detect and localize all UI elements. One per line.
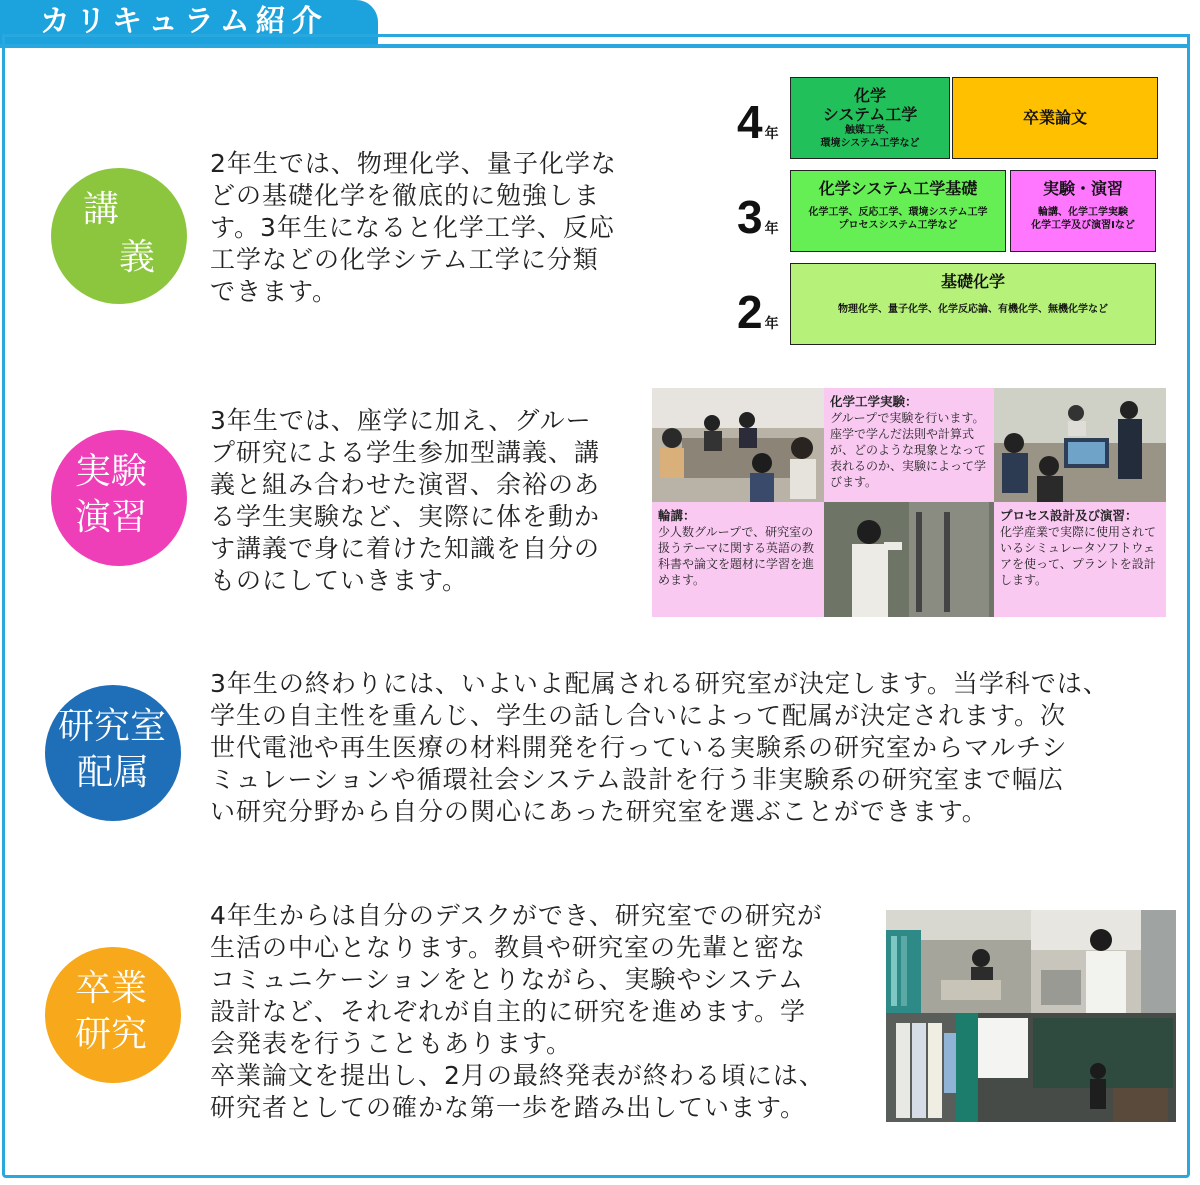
year-label-2: 2 年 <box>737 286 779 338</box>
experiment-badge-line2: 演習 <box>75 497 148 538</box>
experiment-badge-line1: 実験 <box>75 451 148 492</box>
page-title: カリキュラム紹介 <box>40 4 328 39</box>
lab-experiment-photo <box>994 388 1166 502</box>
graduation-research-description: 4年生からは自分のデスクができ、研究室での研究が 生活の中心となります。教員や研究室の先輩と密な コミュニケーションをとりながら、実験やシステム 設計など、それぞれが自主的に研究を進めます。学 会発表を行うこともあります。 卒業論文を提出し、2月の最終発表が終わる頃には、 研究者としての確かな第一歩を踏み出しています。 <box>210 901 825 1122</box>
process-design-caption: プロセス設計及び演習： 化学産業で実際に使用されているシミュレータソフトウェアを使って、プラントを設計します。 <box>994 502 1166 617</box>
lab-assignment-badge <box>45 685 181 821</box>
lecture-badge-line2: 義 <box>119 237 156 278</box>
course-box-basic-chemistry: 基礎化学 物理化学、量子化学、化学反応論、有機化学、無機化学など <box>790 263 1156 345</box>
seminar-photo <box>652 388 824 502</box>
lab-work-photo <box>824 502 994 617</box>
seminar-caption: 輪講： 少人数グループで、研究室の扱うテーマに関する英語の教科書や論文を題材に学習を進めます。 <box>652 502 824 617</box>
experiment-caption: 化学工学実験： グループで実験を行います。座学で学んだ法則や計算式が、どのような現象となって表れるのか、実験によって学びます。 <box>824 388 994 502</box>
lab-assignment-description: 3年生の終わりには、いよいよ配属される研究室が決定します。当学科では、 学生の自主性を重んじ、学生の話し合いによって配属が決定されます。次 世代電池や再生医療の材料開発を行っている実験系の研究室からマルチシ ミュレーションや循環社会システム設計を行う非実験系の研究室まで幅広 い研究分野から自分の関心にあった研究室を選ぶことができます。 <box>210 669 1109 826</box>
year-label-4: 4 年 <box>737 96 779 148</box>
desk-photo <box>886 910 1031 1013</box>
year-label-3: 3 年 <box>737 191 779 243</box>
experiment-description: 3年生では、座学に加え、グルー プ研究による学生参加型講義、講 義と組み合わせた演習、余裕のあ る学生実験など、実際に体を動か す講義で身に着けた知識を自分の ものにしていきます。 <box>210 406 601 595</box>
lecture-badge <box>51 168 187 304</box>
experiment-bench-photo <box>1031 910 1176 1013</box>
bookshelf-photo <box>886 1013 978 1122</box>
lecture-description: 2年生では、物理化学、量子化学な どの基礎化学を徹底的に勉強しま す。3年生になると化学工学、反応 工学などの化学シテム工学に分類 できます。 <box>210 149 617 306</box>
graduation-research-badge-line1: 卒業 <box>75 968 148 1009</box>
research-photo-collage <box>886 910 1176 1122</box>
presentation-photo <box>978 1013 1176 1122</box>
experiment-photo-collage <box>652 388 1166 617</box>
experiment-badge <box>51 430 187 566</box>
course-box-experiments-exercises: 実験・演習 輪講、化学工学実験 化学工学及び演習Ⅰなど <box>1010 170 1156 252</box>
lab-assignment-badge-line2: 配属 <box>77 752 150 793</box>
graduation-research-badge-line2: 研究 <box>75 1014 148 1055</box>
course-box-chemical-system-basics: 化学システム工学基礎 化学工学、反応工学、環境システム工学 プロセスシステム工学など <box>790 170 1006 252</box>
lecture-badge-line1: 講 <box>83 189 120 230</box>
course-box-thesis: 卒業論文 <box>952 77 1158 159</box>
lab-assignment-badge-line1: 研究室 <box>58 706 167 747</box>
course-box-chemical-system-engineering: 化学 システム工学 触媒工学、 環境システム工学など <box>790 77 950 159</box>
graduation-research-badge <box>45 947 181 1083</box>
